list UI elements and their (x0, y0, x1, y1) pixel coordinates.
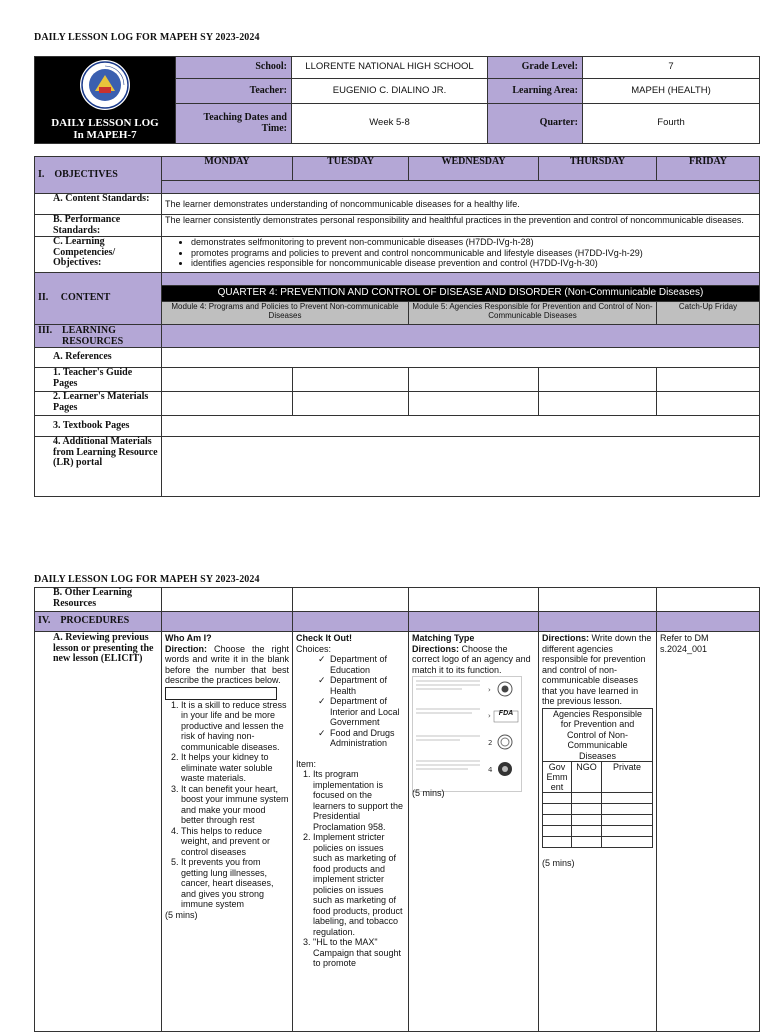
agency-cell[interactable] (602, 837, 653, 848)
agency-cell[interactable] (602, 804, 653, 815)
objectives-heading: I. OBJECTIVES (35, 157, 162, 194)
cell (162, 588, 293, 612)
learning-area-value: MAPEH (HEALTH) (583, 79, 760, 103)
competency-item: • demonstrates selfmonitoring to prevent non-communicable diseases (H7DD-IVg-h-28) (191, 237, 756, 248)
choice-item: ✓ Department of Interior and Local Government (330, 696, 405, 728)
cell (293, 612, 409, 632)
svg-text:2: 2 (488, 739, 493, 747)
agencies-table (542, 708, 653, 849)
learning-resources-heading: III. LEARNING RESOURCES (35, 325, 162, 348)
module5-title: Module 5: Agencies Responsible for Prevention and Control of Non-Communicable Diseases (409, 302, 657, 325)
school-value: LLORENTE NATIONAL HIGH SCHOOL (292, 57, 488, 79)
answer-blank-box (165, 687, 277, 700)
choice-item: ✓ Food and Drugs Administration (330, 728, 405, 749)
competencies-list (162, 237, 760, 273)
agency-cell[interactable] (602, 826, 653, 837)
review-lesson-label: A. Reviewing previous lesson or presenting the new lesson (ELICIT) (35, 632, 162, 1032)
learners-materials-label: 2. Learner's Materials Pages (35, 392, 162, 416)
fda-logo-badge: FDA (498, 710, 514, 717)
agency-cell[interactable] (602, 793, 653, 804)
wednesday-activity (409, 632, 539, 1032)
header-table (34, 56, 760, 144)
teacher-label: Teacher: (176, 79, 292, 103)
competencies-label: C. Learning Competencies/ Objectives: (35, 237, 162, 273)
agency-cell[interactable] (572, 793, 602, 804)
choice-item: ✓ Department of Health (330, 675, 405, 696)
resources-band (162, 325, 760, 348)
competency-item: • promotes programs and policies to prevent and control noncommunicable and lifestyle diseases (H7DD-IVg-h-29) (191, 248, 756, 259)
cell (657, 612, 760, 632)
monday-time: (5 mins) (165, 909, 198, 920)
content-standards-text: The learner demonstrates understanding of noncommunicable diseases for a healthy life. (162, 194, 760, 215)
monday-item: 4. This helps to reduce weight, and prevent or control diseases (181, 826, 289, 858)
monday-item: 1. It is a skill to reduce stress in your life and be more productive and lessen the risk of having non-communicable diseases. (181, 700, 289, 753)
wednesday-time: (5 mins) (412, 788, 445, 798)
teaching-dates-label: Teaching Dates and Time: (176, 103, 292, 143)
cell (162, 368, 293, 392)
other-resources-label: B. Other Learning Resources (35, 588, 162, 612)
day-monday: MONDAY (162, 157, 293, 181)
cell (162, 392, 293, 416)
agency-cell[interactable] (572, 804, 602, 815)
deped-logo-block (35, 57, 176, 144)
agency-cell[interactable] (543, 837, 572, 848)
tuesday-activity-title: Check It Out! (296, 633, 353, 643)
catch-up-friday: Catch-Up Friday (657, 302, 760, 325)
monday-item: 2. It helps your kidney to eliminate water soluble waste materials. (181, 752, 289, 784)
col-government: Gov Emm ent (543, 762, 572, 793)
document-title-page2: DAILY LESSON LOG FOR MAPEH SY 2023-2024 (34, 574, 260, 585)
cell (293, 368, 409, 392)
objectives-band (162, 181, 760, 194)
teacher-value: EUGENIO C. DIALINO JR. (292, 79, 488, 103)
content-standards-label: A. Content Standards: (35, 194, 162, 215)
agency-cell[interactable] (602, 815, 653, 826)
performance-standards-label: B. Performance Standards: (35, 215, 162, 237)
lesson-log-table-page2 (34, 587, 760, 1032)
agency-cell[interactable] (543, 826, 572, 837)
wednesday-direction-label: Directions: (412, 643, 460, 654)
additional-materials-label: 4. Additional Materials from Learning Resource (LR) portal (35, 437, 162, 497)
tuesday-choices-label: Choices: (296, 643, 332, 654)
agency-cell[interactable] (543, 793, 572, 804)
monday-activity-title: Who Am I? (165, 633, 212, 643)
log-title-line1: DAILY LESSON LOG (51, 117, 159, 129)
cell (539, 612, 657, 632)
cell (657, 588, 760, 612)
day-thursday: THURSDAY (539, 157, 657, 181)
competency-item: • identifies agencies responsible for noncommunicable disease prevention and control (H7DD-IVg-h-30) (191, 258, 756, 269)
thursday-time: (5 mins) (542, 858, 575, 868)
matching-type-image (412, 676, 522, 788)
performance-standards-text: The learner consistently demonstrates personal responsibility and healthful practices in the prevention and control of noncommunicable diseases. (162, 215, 760, 237)
cell (539, 392, 657, 416)
svg-text:›: › (488, 686, 491, 694)
wednesday-activity-title: Matching Type (412, 633, 475, 643)
module4-title: Module 4: Programs and Policies to Prevent Non-communicable Diseases (162, 302, 409, 325)
thursday-direction-label: Directions: (542, 633, 590, 643)
monday-activity (162, 632, 293, 1032)
grade-level-value: 7 (583, 57, 760, 79)
lesson-log-table-page1 (34, 156, 760, 497)
cell (539, 368, 657, 392)
quarter-value: Fourth (583, 103, 760, 143)
day-friday: FRIDAY (657, 157, 760, 181)
quarter-banner: QUARTER 4: PREVENTION AND CONTROL OF DISEASE AND DISORDER (Non-Communicable Diseases) (162, 286, 760, 302)
agency-cell[interactable] (572, 826, 602, 837)
tuesday-activity (293, 632, 409, 1032)
cell (409, 368, 539, 392)
agency-cell[interactable] (543, 815, 572, 826)
wednesday-direction-text: Choose the correct logo of an agency and match it to its function. (412, 643, 531, 675)
school-label: School: (176, 57, 292, 79)
content-heading: II. CONTENT (35, 273, 162, 325)
textbook-cell (162, 416, 760, 437)
day-wednesday: WEDNESDAY (409, 157, 539, 181)
cell (657, 392, 760, 416)
cell (539, 588, 657, 612)
content-band (162, 273, 760, 286)
monday-direction-text: Choose the right words and write it in the blank before the number that best describe the practices below. (165, 643, 289, 685)
monday-item: 3. It can benefit your heart, boost your immune system and make your mood better through rest (181, 784, 289, 826)
agency-cell[interactable] (543, 804, 572, 815)
matching-type-logos-icon (412, 676, 522, 792)
cell (657, 368, 760, 392)
teachers-guide-label: 1. Teacher's Guide Pages (35, 368, 162, 392)
choice-item: ✓ Department of Education (330, 654, 405, 675)
procedures-heading: IV. PROCEDURES (35, 612, 162, 632)
thursday-direction-text: Write down the different agencies responsible for prevention and control of non-communicable diseases that you have learned in the previous lesson. (542, 633, 652, 706)
cell (293, 392, 409, 416)
monday-item: 5. It prevents you from getting lung illnesses, cancer, heart diseases, and gives you strong immune system (181, 857, 289, 910)
learning-area-label: Learning Area: (488, 79, 583, 103)
log-title-line2: In MAPEH-7 (73, 129, 137, 141)
cell (409, 588, 539, 612)
agencies-table-title: Agencies Responsible for Prevention and Control of Non-Communicable Diseases (543, 708, 653, 762)
cell (409, 612, 539, 632)
textbook-pages-label: 3. Textbook Pages (35, 416, 162, 437)
agency-cell[interactable] (572, 815, 602, 826)
tuesday-item: 1. Its program implementation is focused on the learners to support the Presidential Proclamation 958. (313, 769, 405, 832)
teaching-dates-value: Week 5-8 (292, 103, 488, 143)
references-label: A. References (35, 348, 162, 368)
cell (162, 612, 293, 632)
tuesday-item: 2. Implement stricter policies on issues such as marketing of food products and implement stricter policies on issues such as marketing of food products, product labeling, and tobacco regulation. (313, 832, 405, 937)
tuesday-item-label: Item: (296, 758, 317, 769)
monday-direction-label: Direction: (165, 643, 208, 654)
day-tuesday: TUESDAY (293, 157, 409, 181)
agency-cell[interactable] (572, 837, 602, 848)
thursday-activity (539, 632, 657, 1032)
quarter-label: Quarter: (488, 103, 583, 143)
col-private: Private (602, 762, 653, 793)
additional-materials-cell (162, 437, 760, 497)
col-ngo: NGO (572, 762, 602, 793)
svg-text:4: 4 (488, 766, 493, 774)
cell (409, 392, 539, 416)
document-title: DAILY LESSON LOG FOR MAPEH SY 2023-2024 (34, 32, 260, 43)
grade-level-label: Grade Level: (488, 57, 583, 79)
references-cell (162, 348, 760, 368)
friday-activity: Refer to DM s.2024_001 (657, 632, 760, 1032)
tuesday-item: 3. "HL to the MAX" Campaign that sought to promote (313, 937, 405, 969)
svg-text:›: › (488, 712, 491, 720)
cell (293, 588, 409, 612)
